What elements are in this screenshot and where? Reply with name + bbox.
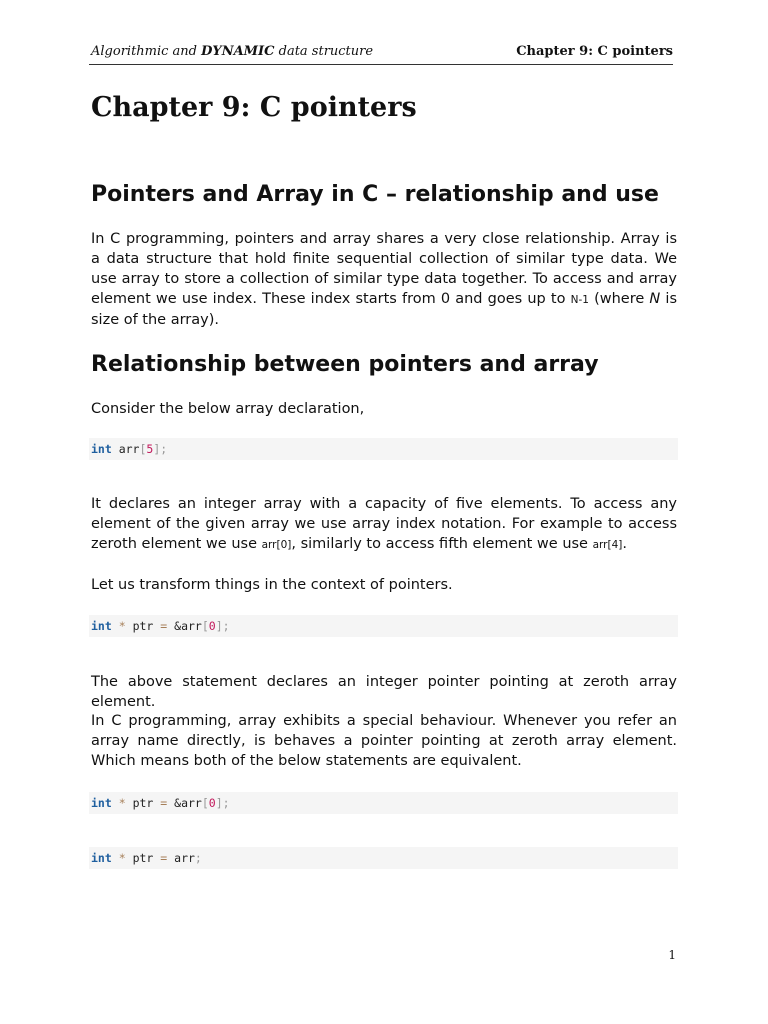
running-header: [89, 44, 673, 65]
code-block-pointer-declaration: int * ptr = &arr[0];: [89, 615, 678, 637]
above-statement-paragraph: The above statement declares an integer pointer pointing at zeroth array element.: [91, 674, 677, 710]
declares-paragraph: It declares an integer array with a capacity of five elements. To access any element of the given array we use array index notation. For example to access zeroth element we use arr[0], similarly to access fifth element we use arr[4].: [91, 496, 677, 552]
chapter-title: Chapter 9: C pointers: [91, 92, 417, 123]
transform-paragraph: Let us transform things in the context of pointers.: [91, 577, 453, 593]
section-heading-relationship: Relationship between pointers and array: [91, 352, 599, 377]
special-behaviour-paragraph: In C programming, array exhibits a special behaviour. Whenever you refer an array name directly, is behaves a pointer pointing at zeroth array element. Which means both of the below statements are equivalent.: [91, 713, 677, 769]
code-block-equivalent-2: int * ptr = arr;: [89, 847, 678, 869]
code-block-equivalent-1: int * ptr = &arr[0];: [89, 792, 678, 814]
consider-paragraph: Consider the below array declaration,: [91, 401, 365, 417]
page-number: 1: [668, 948, 676, 962]
intro-paragraph: In C programming, pointers and array shares a very close relationship. Array is a data structure that hold finite sequential collection of similar type data. We use array to store a collection of similar type data together. To access and array element we use index. These index starts from 0 and goes up to N-1 (where N is size of the array).: [91, 231, 677, 328]
header-chapter: Chapter 9: C pointers: [516, 44, 673, 59]
header-book-title-bold: DYNAMIC: [201, 44, 275, 59]
code-block-array-declaration: int arr[5];: [89, 438, 678, 460]
section-heading-pointers-and-array: Pointers and Array in C – relationship and use: [91, 182, 659, 207]
header-book-title: Algorithmic and DYNAMIC data structure: [91, 44, 374, 59]
